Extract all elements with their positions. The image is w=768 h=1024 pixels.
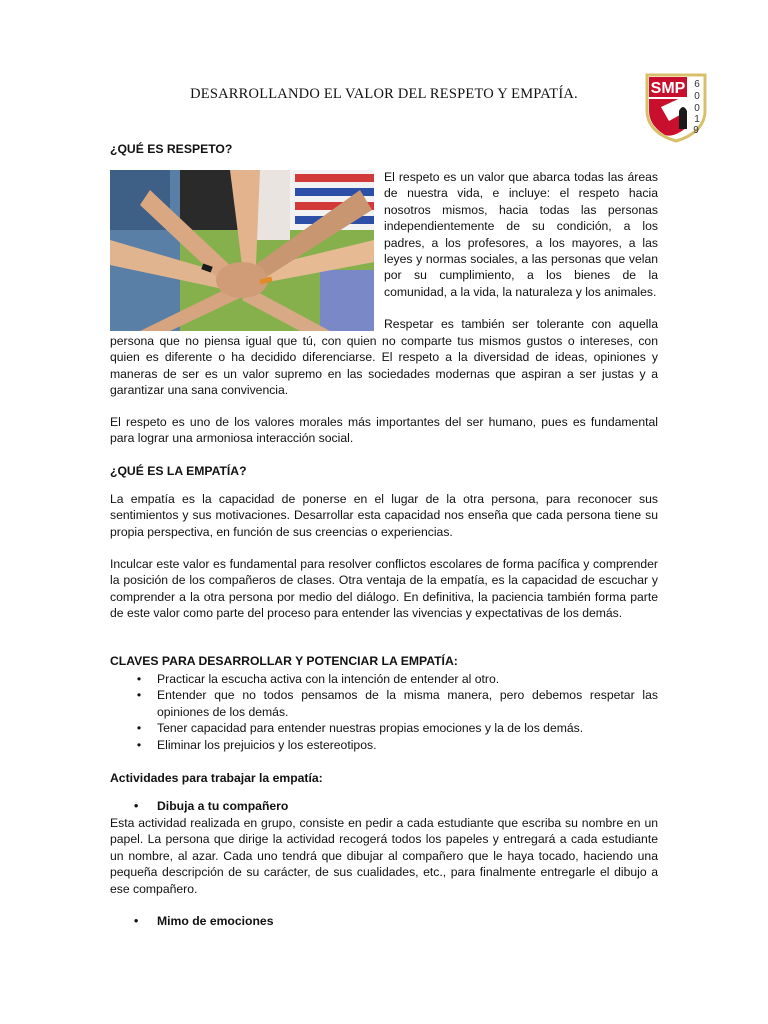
bullet-icon: • xyxy=(134,914,139,928)
activity-title-dibuja xyxy=(110,799,288,813)
list-item-text: Tener capacidad para entender nuestras propias emociones y la de los demás. xyxy=(157,721,584,736)
list-item xyxy=(110,737,658,753)
list-item-text: Practicar la escucha activa con la intención de entender al otro. xyxy=(157,672,500,686)
list-item-text: Eliminar los prejuicios y los estereotipos. xyxy=(157,737,377,752)
section-heading-respeto: ¿QUÉ ES RESPETO? xyxy=(110,142,233,156)
section-heading-empatia: ¿QUÉ ES LA EMPATÍA? xyxy=(110,464,247,478)
logo-digit: 1 xyxy=(694,114,700,125)
list-item-text: Entender que no todos pensamos de la misma manera, pero debemos respetar las opiniones de los demás. xyxy=(157,688,658,719)
logo-digit: 0 xyxy=(694,91,700,102)
school-logo xyxy=(643,71,709,143)
respeto-paragraph-2: El respeto es uno de los valores morales más importantes del ser humano, pues es fundamental para lograr una armoniosa interacción social. xyxy=(110,415,658,446)
list-item xyxy=(110,671,658,687)
section-heading-claves: CLAVES PARA DESARROLLAR Y POTENCIAR LA EMPATÍA: xyxy=(110,654,458,668)
logo-digit: 0 xyxy=(694,103,700,114)
activity-title-mimo xyxy=(110,914,273,928)
logo-digit: 9 xyxy=(693,125,699,136)
empatia-paragraph: La empatía es la capacidad de ponerse en el lugar de la otra persona, para reconocer sus sentimientos y sus motivaciones. Desarrollar esta capacidad nos enseña que cada persona tiene su propia perspectiva, en función de sus creencias o experiencias. xyxy=(110,492,658,539)
activity-description-dibuja: Esta actividad realizada en grupo, consiste en pedir a cada estudiante que escriba su nombre en un papel. La persona que dirige la actividad recogerá todos los papeles y entregará a cada estudiante un nombre, al azar. Cada uno tendrá que dibujar al compañero que le haya tocado, haciendo una pequeña descripción de su carácter, de sus cualidades, etc., para finalmente entregarle el dibujo a ese compañero. xyxy=(110,816,658,896)
hands-together-photo xyxy=(110,170,374,331)
list-item xyxy=(110,687,658,720)
logo-digit: 6 xyxy=(694,79,700,90)
list-item xyxy=(110,720,658,736)
activity-title-text: Mimo de emociones xyxy=(157,914,274,928)
respeto-para-start: Respetar es también ser tolerante con aquella xyxy=(384,317,658,331)
section-heading-actividades: Actividades para trabajar la empatía: xyxy=(110,771,323,785)
bullet-icon: • xyxy=(134,799,139,813)
respeto-intro-text: El respeto es un valor que abarca todas las áreas de nuestra vida, e incluye: el respeto hacia nosotros mismos, hacia todas las personas independientemente de su condición, a los padres, a los profesores, a los mayores, a las leyes y normas sociales, a las personas que velan por su cumplimiento, a los bienes de la comunidad, a la vida, la naturaleza y los animales. xyxy=(384,170,658,299)
empatia-paragraph-2: Inculcar este valor es fundamental para resolver conflictos escolares de forma pacífica y comprender la posición de los compañeros de clases. Otra ventaja de la empatía, es la capacidad de escuchar y comprender a la otra persona por medio del diálogo. En definitiva, la paciencia también forma parte de este valor como parte del proceso para entender las vivencias y expectativas de los demás. xyxy=(110,557,658,621)
bullet-icon: • xyxy=(136,737,142,752)
claves-list xyxy=(110,671,658,753)
bullet-icon: • xyxy=(136,672,142,686)
logo-letters: SMP xyxy=(650,80,686,97)
activity-title-text: Dibuja a tu compañero xyxy=(157,799,289,813)
bullet-icon: • xyxy=(136,688,142,703)
document-title: DESARROLLANDO EL VALOR DEL RESPETO Y EMPATÍA. xyxy=(190,86,578,102)
respeto-paragraph: persona que no piensa igual que tú, con quien no comparte tus mismos gustos o intereses, con quien es diferente o ha decidido diferenciarse. El respeto a la diversidad de ideas, opiniones y maneras de ser es un valor supremo en las sociedades modernas que aspiran a ser justas y a garantizar una sana convivencia. xyxy=(110,334,658,398)
bullet-icon: • xyxy=(136,721,142,736)
